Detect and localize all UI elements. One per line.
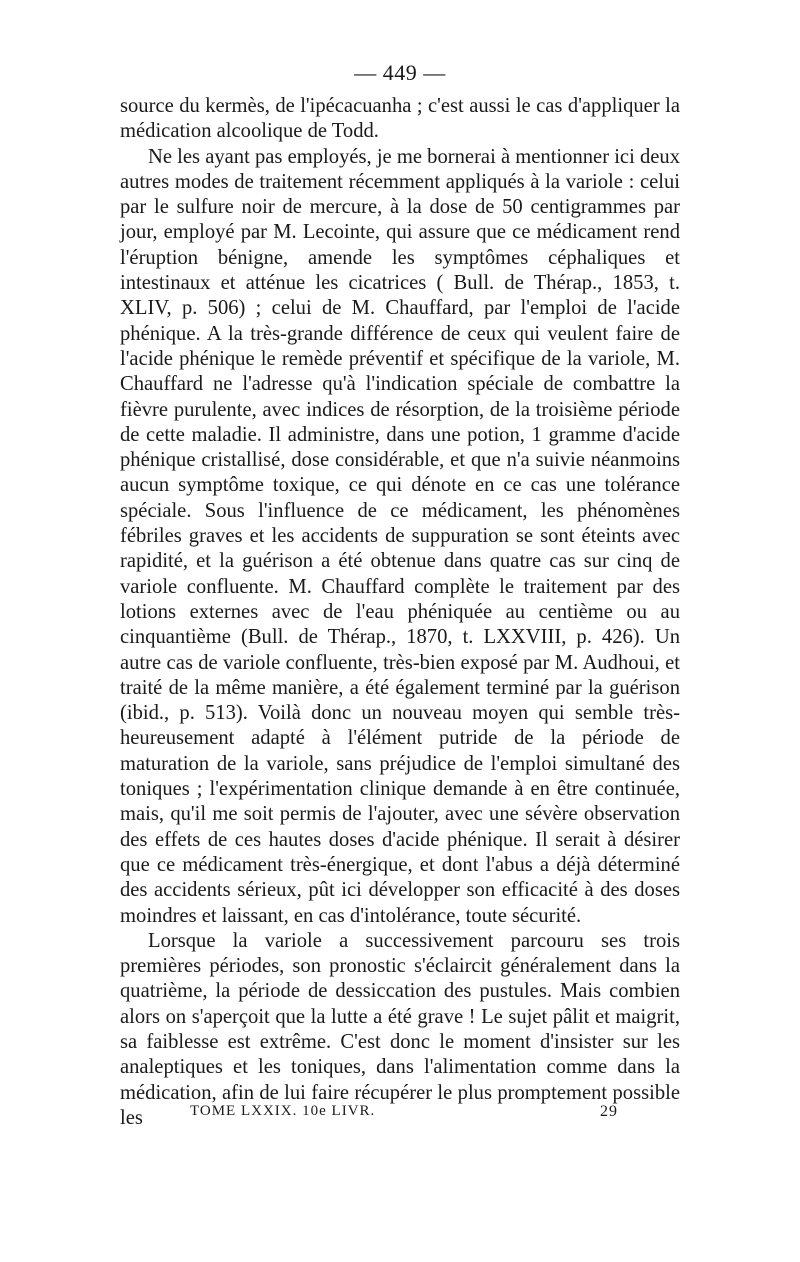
- page: [120, 60, 680, 1131]
- signature-mark: 29: [600, 1103, 618, 1120]
- paragraph-1: source du kermès, de l'ipécacuanha ; c'est aussi le cas d'appliquer la médication alcoolique de Todd.: [120, 95, 680, 143]
- page-number: — 449 —: [354, 60, 446, 85]
- body-text: [120, 94, 680, 1131]
- volume-reference: TOME LXXIX. 10e LIVR.: [190, 1103, 376, 1119]
- paragraph-2: Ne les ayant pas employés, je me bornerai à mentionner ici deux autres modes de traitement récemment appliqués à la variole : celui par le sulfure noir de mercure, à la dose de 50 centigrammes par jour, employé par M. Lecointe, qui assure que ce médicament rend l'éruption bénigne, amende les symptômes céphaliques et intestinaux et atténue les cicatrices ( Bull. de Thérap., 1853, t. XLIV, p. 506) ; celui de M. Chauffard, par l'emploi de l'acide phénique. A la très-grande différence de ceux qui veulent faire de l'acide phénique le remède préventif et spécifique de la variole, M. Chauffard ne l'adresse qu'à l'indication spéciale de combattre la fièvre purulente, avec indices de résorption, de la troisième période de cette maladie. Il administre, dans une potion, 1 gramme d'acide phénique cristallisé, dose considérable, et que n'a suivie néanmoins aucun symptôme toxique, ce qui dénote en ce cas une tolérance spéciale. Sous l'influence de ce médicament, les phénomènes fébriles graves et les accidents de suppuration se sont éteints avec rapidité, et la guérison a été obtenue dans quatre cas sur cinq de variole confluente. M. Chauffard complète le traitement par des lotions externes avec de l'eau phéniquée au centième ou au cinquantième (Bull. de Thérap., 1870, t. LXXVIII, p. 426). Un autre cas de variole confluente, très-bien exposé par M. Audhoui, et traité de la même manière, a été également terminé par la guérison (ibid., p. 513). Voilà donc un nouveau moyen qui semble très-heureusement adapté à l'élément putride de la période de maturation de la variole, sans préjudice de l'emploi simultané des toniques ; l'expérimentation clinique demande à en être continuée, mais, qu'il me soit permis de l'ajouter, avec une sévère observation des effets de ces hautes doses d'acide phénique. Il serait à désirer que ce médicament très-énergique, et dont l'abus a déjà déterminé des accidents sérieux, pût ici développer son efficacité à des doses moindres et laissant, en cas d'intolérance, toute sécurité.: [120, 145, 680, 927]
- page-footer: [190, 1103, 630, 1121]
- paragraph-3: Lorsque la variole a successivement parcouru ses trois premières périodes, son pronostic s'éclaircit généralement dans la quatrième, la période de dessiccation des pustules. Mais combien alors on s'aperçoit que la lutte a été grave ! Le sujet pâlit et maigrit, sa faiblesse est extrême. C'est donc le moment d'insister sur les analeptiques et les toniques, dans l'alimentation comme dans la médication, afin de lui faire récupérer le plus promptement possible les: [120, 929, 680, 1129]
